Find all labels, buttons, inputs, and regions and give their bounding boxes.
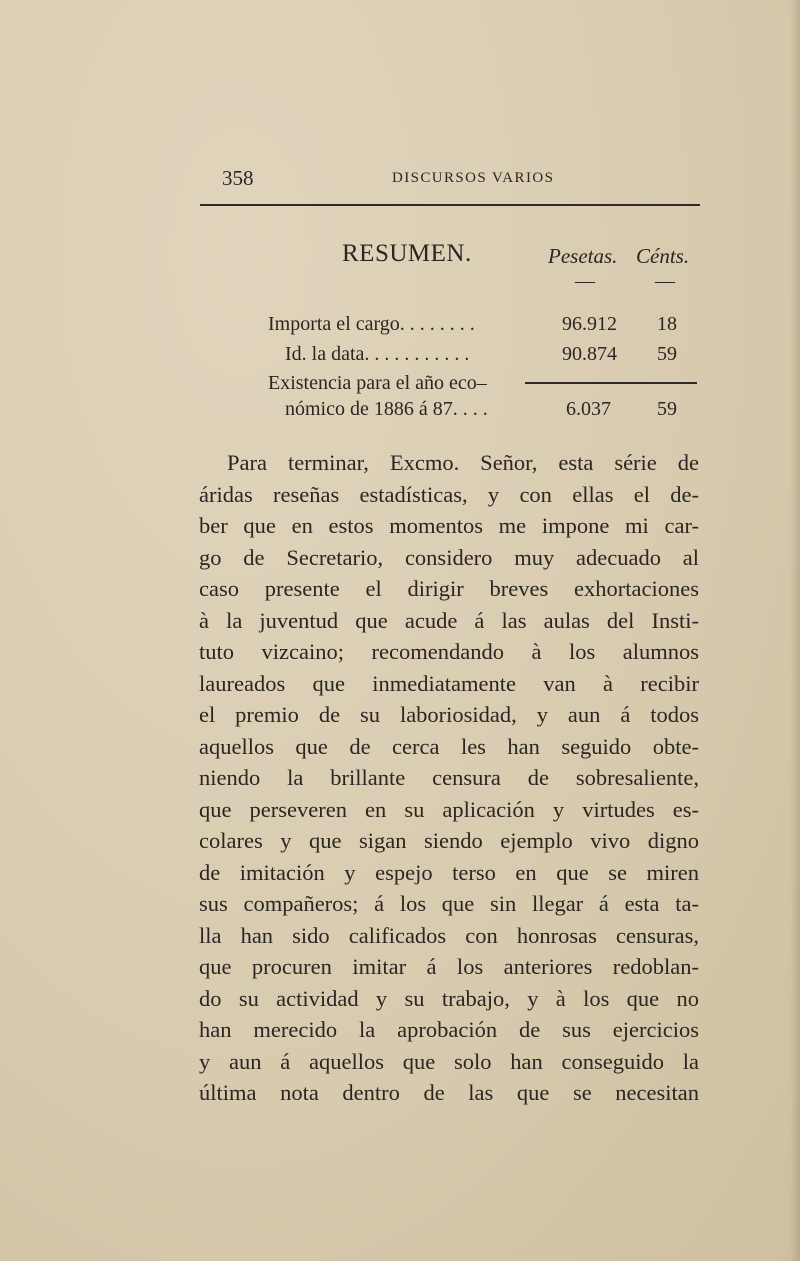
text-line: y aun á aquellos que solo han conseguido la <box>199 1048 699 1074</box>
page-number: 358 <box>222 166 254 190</box>
text-line: go de Secretario, considero muy adecuado al <box>199 544 699 570</box>
column-header-pesetas: Pesetas. <box>548 244 618 268</box>
text-line: que perseveren en su aplicación y virtudes es- <box>199 796 699 822</box>
text-line: Para terminar, Excmo. Señor, esta série de <box>227 450 699 475</box>
text-line: do su actividad y su trabajo, y à los que no <box>199 985 699 1011</box>
text-line: laureados que inmediatamente van à recibir <box>199 670 699 696</box>
summary-row-cents: 18 <box>657 313 677 335</box>
column-dash-cents: — <box>655 270 675 292</box>
text-line: áridas reseñas estadísticas, y con ellas el de- <box>199 481 699 507</box>
text-line: aquellos que de cerca les han seguido obte- <box>199 733 699 759</box>
summary-row-pesetas: 90.874 <box>562 343 617 365</box>
running-title: DISCURSOS VARIOS <box>392 170 555 186</box>
summary-row-cents: 59 <box>657 343 677 365</box>
summary-row-label: Id. la data. . . . . . . . . . . <box>285 343 470 365</box>
text-line: tuto vizcaino; recomendando à los alumnos <box>199 639 699 664</box>
summary-title: RESUMEN. <box>342 240 472 267</box>
summary-row-pesetas: 96.912 <box>562 313 617 335</box>
text-line: caso presente el dirigir breves exhortaciones <box>199 576 699 601</box>
summary-row-label: Existencia para el año eco– <box>268 372 487 394</box>
summary-row-pesetas: 6.037 <box>566 398 611 420</box>
text-line: sus compañeros; á los que sin llegar á esta ta- <box>199 891 699 916</box>
summary-row-label: Importa el cargo. . . . . . . . <box>268 313 475 335</box>
page-edge-shadow <box>790 0 800 1261</box>
column-header-cents: Cénts. <box>636 244 690 268</box>
text-line: última nota dentro de las que se necesitan <box>199 1080 699 1105</box>
text-line: el premio de su laboriosidad, y aun á todos <box>199 702 699 727</box>
text-line: niendo la brillante censura de sobresaliente, <box>199 765 699 790</box>
header-rule <box>200 204 700 206</box>
text-line: de imitación y espejo terso en que se miren <box>199 859 699 885</box>
column-dash-pesetas: — <box>575 270 595 292</box>
text-line: lla han sido calificados con honrosas censuras, <box>199 922 699 948</box>
page-header <box>0 166 800 196</box>
text-line: que procuren imitar á los anteriores redoblan- <box>199 954 699 979</box>
text-line: han merecido la aprobación de sus ejercicios <box>199 1017 699 1042</box>
sum-rule <box>525 382 697 384</box>
text-line: à la juventud que acude á las aulas del Insti- <box>199 607 699 633</box>
summary-row-cents: 59 <box>657 398 677 420</box>
text-line: colares y que sigan siendo ejemplo vivo digno <box>199 828 699 853</box>
text-line: ber que en estos momentos me impone mi car- <box>199 513 699 538</box>
body-paragraph <box>199 447 699 1109</box>
summary-row-label: nómico de 1886 á 87. . . . <box>285 398 488 420</box>
